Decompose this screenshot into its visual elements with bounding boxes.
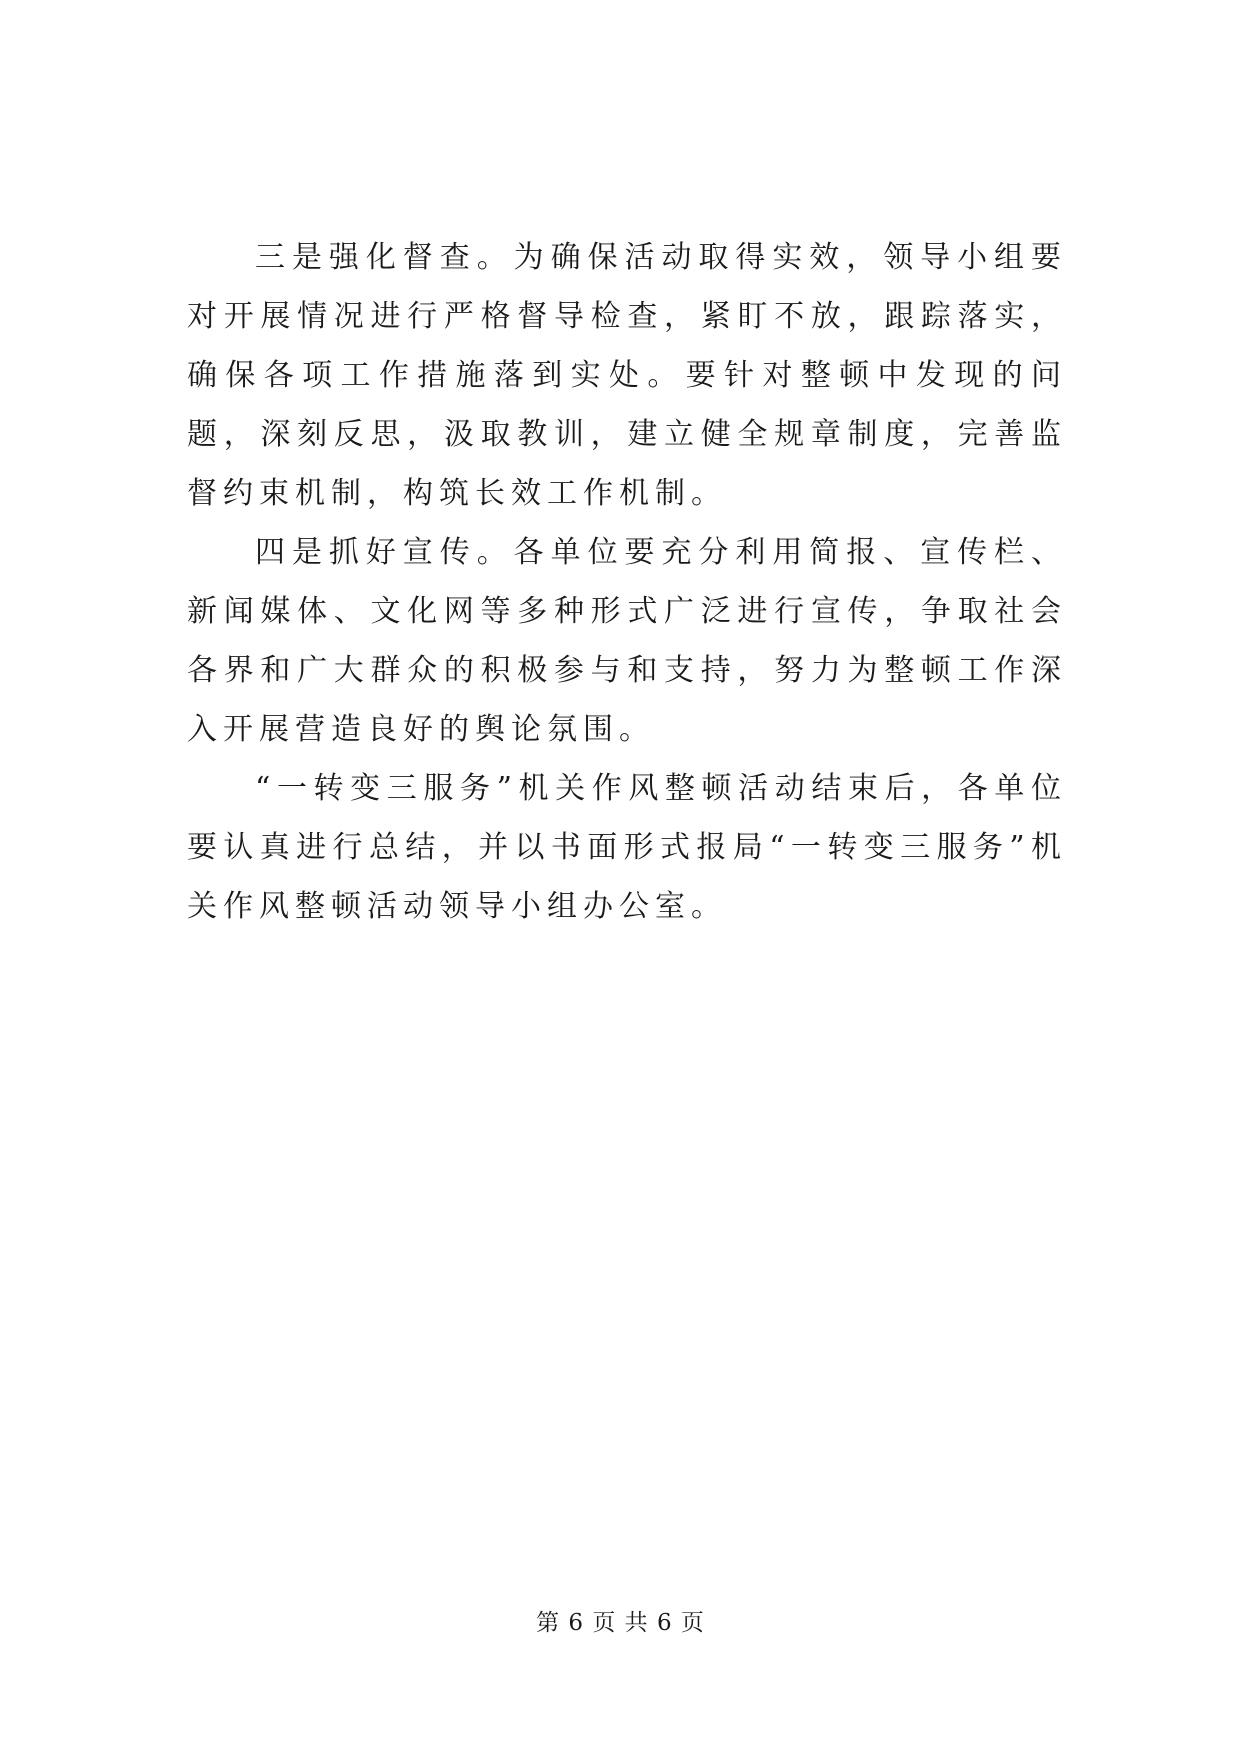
page-number-footer: 第 6 页 共 6 页 bbox=[536, 1610, 705, 1636]
paragraph-publicity: 四是抓好宣传。各单位要充分利用简报、宣传栏、新闻媒体、文化网等多种形式广泛进行宣传，争取社会各界和广大群众的积极参与和支持，努力为整顿工作深入开展营造良好的舆论氛围。 bbox=[187, 535, 1067, 747]
document-body bbox=[187, 228, 1067, 936]
paragraph-summary-report: “一转变三服务”机关作风整顿活动结束后，各单位要认真进行总结，并以书面形式报局“一转变三服务”机关作风整顿活动领导小组办公室。 bbox=[187, 771, 1067, 924]
paragraph-strengthen-supervision: 三是强化督查。为确保活动取得实效，领导小组要对开展情况进行严格督导检查，紧盯不放，跟踪落实，确保各项工作措施落到实处。要针对整顿中发现的问题，深刻反思，汲取教训，建立健全规章制度，完善监督约束机制，构筑长效工作机制。 bbox=[187, 240, 1067, 511]
